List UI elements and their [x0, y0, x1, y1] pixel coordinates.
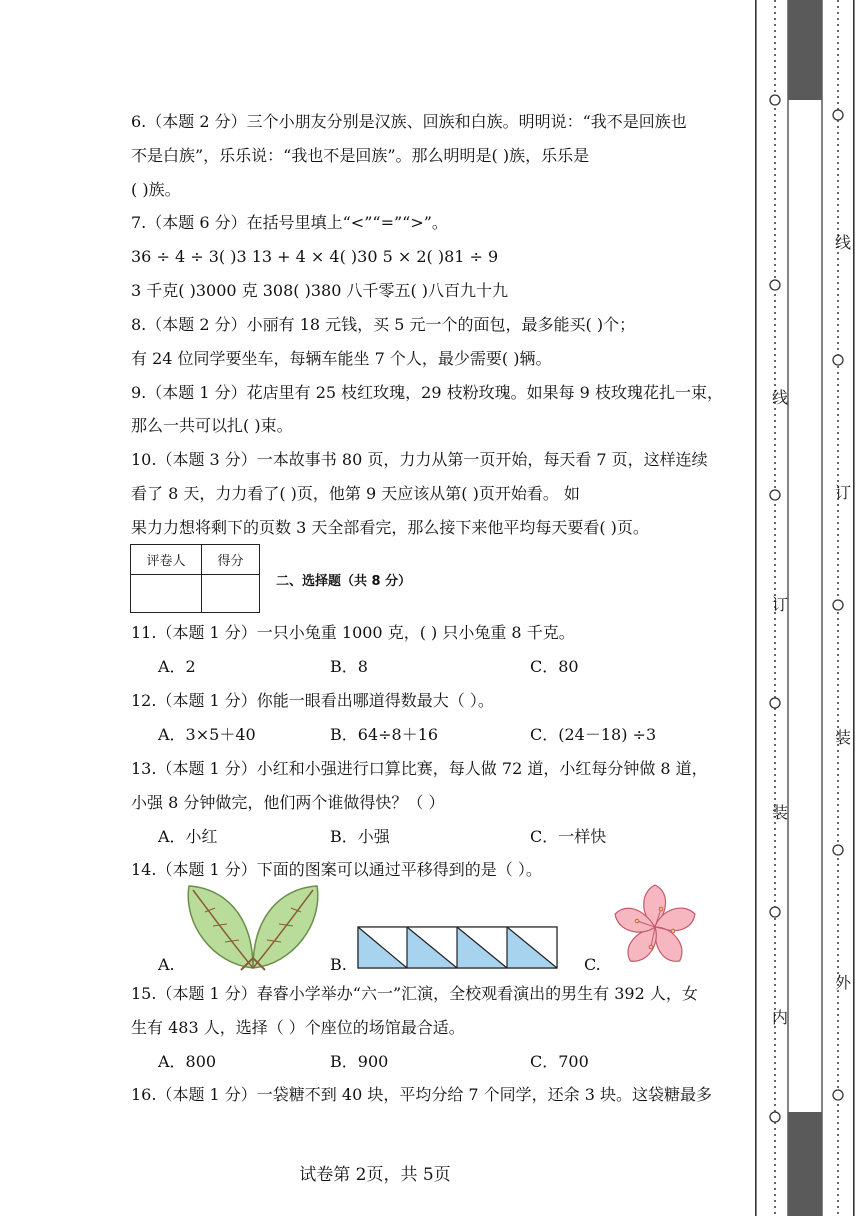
q12-text: 12.（本题 1 分）你能一眼看出哪道得数最大（ ）。 [131, 691, 494, 710]
score-table-cell-score[interactable] [202, 575, 260, 613]
q6-line3: ( )族。 [131, 180, 181, 199]
q13-line2: 小强 8 分钟做完，他们两个谁做得快？（ ） [131, 793, 445, 812]
leaves-image [183, 884, 323, 972]
q13-line1: 13.（本题 1 分）小红和小强进行口算比赛，每人做 72 道，小红每分钟做 8 道， [131, 759, 708, 778]
q7-line1: 7.（本题 6 分）在括号里填上“<”“=”“>”。 [131, 213, 448, 232]
triangles-strip-image [357, 926, 559, 970]
score-table [130, 544, 260, 613]
binding-inner-char-3: 装 [772, 803, 789, 822]
q6-line2: 不是白族”，乐乐说：“我也不是回族”。那么明明是( )族，乐乐是 [131, 146, 590, 165]
q11-option-b[interactable]: B．8 [330, 657, 368, 676]
page-footer: 试卷第 2页，共 5页 [299, 1165, 451, 1185]
q10-line2: 看了 8 天，力力看了( )页，他第 9 天应该从第( )页开始看。 如 [131, 484, 580, 503]
q13-option-b[interactable]: B．小强 [330, 827, 390, 846]
q10-line3: 果力力想将剩下的页数 3 天全部看完，那么接下来他平均每天要看( )页。 [131, 518, 649, 537]
q15-line1: 15.（本题 1 分）春睿小学举办“六一”汇演，全校观看演出的男生有 392 人，女 [131, 984, 698, 1003]
q15-option-a[interactable]: A．800 [158, 1052, 217, 1071]
q13-option-c[interactable]: C．一样快 [530, 827, 607, 846]
q14-option-a[interactable]: A. [158, 955, 175, 974]
q7-line2: 36 ÷ 4 ÷ 3( )3 13 + 4 × 4( )30 5 × 2( )81 ÷ 9 [131, 247, 499, 266]
q16-line1: 16.（本题 1 分）一袋糖不到 40 块，平均分给 7 个同学，还余 3 块。这袋糖最多 [131, 1085, 713, 1104]
q7-line3: 3 千克( )3000 克 308( )380 八千零五( )八百九十九 [131, 281, 509, 300]
q15-option-c[interactable]: C．700 [530, 1052, 589, 1071]
q14-text: 14.（本题 1 分）下面的图案可以通过平移得到的是（ ）。 [131, 860, 542, 879]
q8-line2: 有 24 位同学要坐车，每辆车能坐 7 个人，最少需要( )辆。 [131, 349, 552, 368]
binding-outer-char-4: 外 [835, 973, 852, 992]
q10-line1: 10.（本题 3 分）一本故事书 80 页，力力从第一页开始，每天看 7 页，这样连续 [131, 450, 708, 469]
q13-option-a[interactable]: A．小红 [158, 827, 218, 846]
binding-inner-char-1: 线 [772, 388, 789, 407]
q9-line2: 那么一共可以扎( )束。 [131, 416, 293, 435]
q6-line1: 6.（本题 2 分）三个小朋友分别是汉族、回族和白族。明明说：“我不是回族也 [131, 112, 687, 131]
q11-option-a[interactable]: A．2 [158, 657, 196, 676]
binding-inner-char-4: 内 [772, 1008, 789, 1027]
q15-option-b[interactable]: B．900 [330, 1052, 389, 1071]
q11-option-c[interactable]: C．80 [530, 657, 579, 676]
score-table-header-score: 得分 [202, 545, 260, 575]
q15-line2: 生有 483 人，选择（ ）个座位的场馆最合适。 [131, 1018, 465, 1037]
q12-option-b[interactable]: B．64÷8＋16 [330, 725, 439, 744]
binding-outer-char-1: 线 [835, 233, 852, 252]
flower-image [610, 882, 700, 972]
q9-line1: 9.（本题 1 分）花店里有 25 枝红玫瑰，29 枝粉玫瑰。如果每 9 枝玫瑰花扎一束， [131, 383, 723, 402]
score-table-header-grader: 评卷人 [131, 545, 202, 575]
q12-option-c[interactable]: C．(24－18) ÷3 [530, 725, 657, 744]
binding-outer-char-2: 订 [835, 483, 852, 502]
binding-margin [750, 0, 860, 1216]
q11-text: 11.（本题 1 分）一只小兔重 1000 克，( ) 只小兔重 8 千克。 [131, 623, 575, 642]
q14-option-b[interactable]: B. [330, 955, 347, 974]
section-title: 二、选择题（共 8 分） [276, 574, 412, 589]
q12-option-a[interactable]: A．3×5＋40 [158, 725, 256, 744]
score-table-cell-grader[interactable] [131, 575, 202, 613]
binding-inner-char-2: 订 [772, 595, 789, 614]
q14-option-c[interactable]: C. [584, 955, 601, 974]
q8-line1: 8.（本题 2 分）小丽有 18 元钱，买 5 元一个的面包，最多能买( )个； [131, 315, 636, 334]
binding-outer-char-3: 装 [835, 728, 852, 747]
